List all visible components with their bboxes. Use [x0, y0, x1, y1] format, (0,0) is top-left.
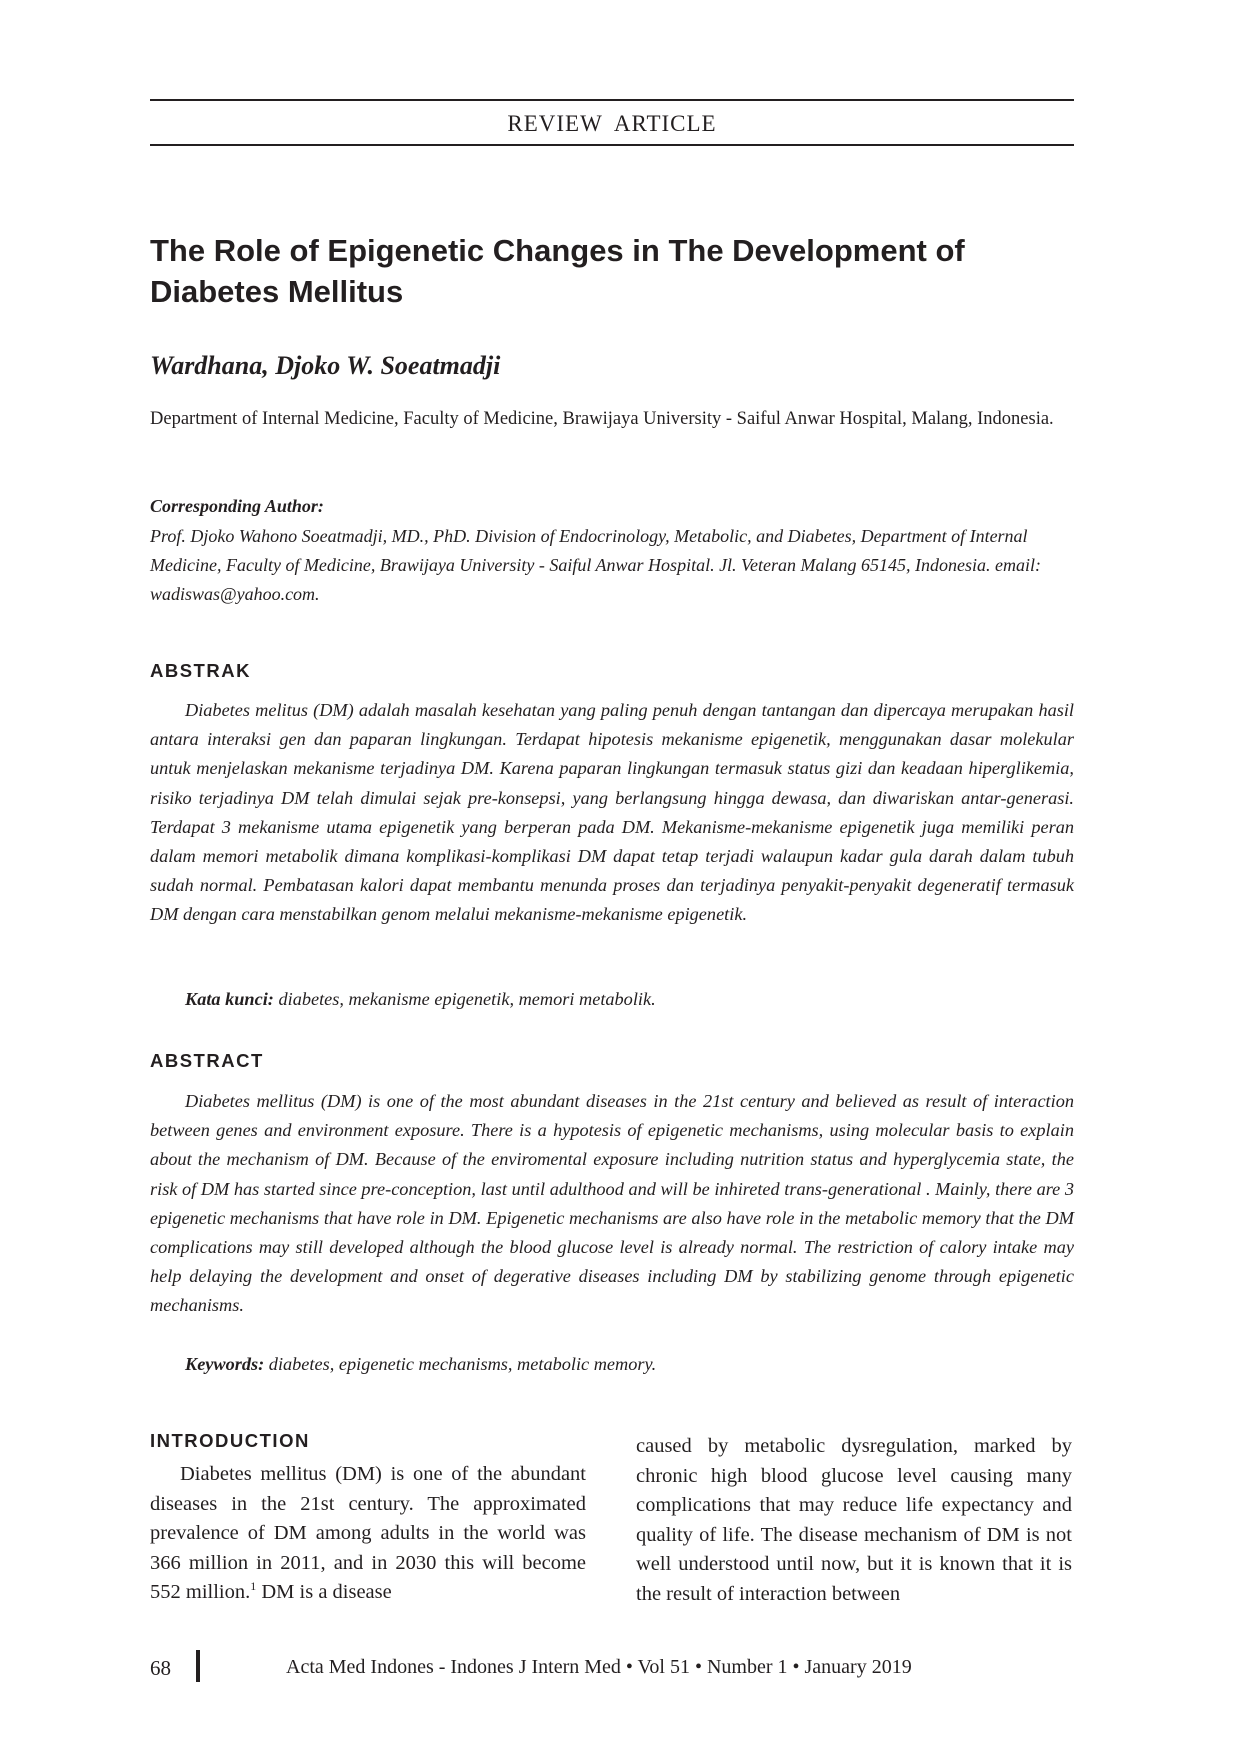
introduction-heading: INTRODUCTION [150, 1430, 310, 1451]
abstract-keywords-list: diabetes, epigenetic mechanisms, metabolic memory. [268, 1354, 657, 1374]
introduction-left-column [150, 1460, 586, 1608]
abstrak-heading: ABSTRAK [150, 660, 251, 681]
header-top-rule [150, 99, 1074, 101]
journal-citation: Acta Med Indones - Indones J Intern Med • Vol 51 • Number 1 • January 2019 [286, 1656, 912, 1678]
abstrak-keywords-list: diabetes, mekanisme epigenetik, memori metabolik. [278, 989, 656, 1009]
abstrak-keywords-label: Kata kunci: [185, 989, 274, 1009]
introduction-right-column: caused by metabolic dysregulation, marked by chronic high blood glucose level causing many complications that may reduce life expectancy and quality of life. The disease mechanism of DM is not well understood until now, but it is known that it is the result of interaction between [636, 1435, 1072, 1605]
author-affiliation: Department of Internal Medicine, Faculty of Medicine, Brawijaya University - Saiful Anwar Hospital, Malang, Indonesia. [150, 409, 1054, 429]
abstrak-text: Diabetes melitus (DM) adalah masalah kesehatan yang paling penuh dengan tantangan dan dipercaya merupakan hasil antara interaksi gen dan paparan lingkungan. Terdapat hipotesis mekanisme epigenetik, menggunakan dasar molekular untuk menjelaskan mekanisme terjadinya DM. Karena paparan lingkungan termasuk status gizi dan keadaan hiperglikemia, risiko terjadinya DM telah dimulai sejak pre-konsepsi, yang berlangsung hingga dewasa, dan diwariskan antar-generasi. Terdapat 3 mekanisme utama epigenetik yang berperan pada DM. Mekanisme-mekanisme epigenetik juga memiliki peran dalam memori metabolik dimana komplikasi-komplikasi DM dapat tetap terjadi walaupun kadar gula darah dalam tubuh sudah normal. Pembatasan kalori dapat membantu menunda proses dan terjadinya penyakit-penyakit degeneratif termasuk DM dengan cara menstabilkan genom melalui mekanisme-mekanisme epigenetik. [150, 700, 1074, 925]
header-bottom-rule [150, 144, 1074, 146]
abstract-keywords [185, 1354, 656, 1375]
corresponding-author-details: Prof. Djoko Wahono Soeatmadji, MD., PhD. Division of Endocrinology, Metabolic, and Diabetes, Department of Internal Medicine, Faculty of Medicine, Brawijaya University - Saiful Anwar Hospital. Jl. Veteran Malang 65145, Indonesia. email: wadiswas@yahoo.com. [150, 526, 1042, 604]
footer-divider [196, 1650, 200, 1682]
introduction-left-text: Diabetes mellitus (DM) is one of the abundant diseases in the 21st century. The approximated prevalence of DM among adults in the world was 366 million in 2011, and in 2030 this will become 552 million. [150, 1463, 586, 1603]
abstract-text: Diabetes mellitus (DM) is one of the most abundant diseases in the 21st century and believed as result of interaction between genes and environment exposure. There is a hypotesis of epigenetic mechanisms, using molecular basis to explain about the mechanism of DM. Because of the enviromental exposure including nutrition status and hyperglycemia state, the risk of DM has started since pre-conception, last until adulthood and will be inhireted trans-generational . Mainly, there are 3 epigenetic mechanisms that have role in DM. Epigenetic mechanisms are also have role in the metabolic memory that the DM complications may still developed although the blood glucose level is already normal. The restriction of calory intake may help delaying the development and onset of degerative diseases including DM by stabilizing genome through epigenetic mechanisms. [150, 1091, 1074, 1316]
reference-superscript: 1 [250, 1579, 257, 1594]
abstract-heading: ABSTRACT [150, 1050, 264, 1071]
abstract-keywords-label: Keywords: [185, 1354, 265, 1374]
article-authors: Wardhana, Djoko W. Soeatmadji [150, 351, 501, 380]
introduction-left-tail: DM is a disease [256, 1581, 392, 1603]
page-number: 68 [150, 1656, 171, 1680]
abstrak-keywords [185, 989, 656, 1010]
corresponding-author-label: Corresponding Author: [150, 496, 324, 516]
section-label: REVIEW ARTICLE [507, 111, 717, 136]
article-title: The Role of Epigenetic Changes in The Development of Diabetes Mellitus [150, 233, 965, 309]
